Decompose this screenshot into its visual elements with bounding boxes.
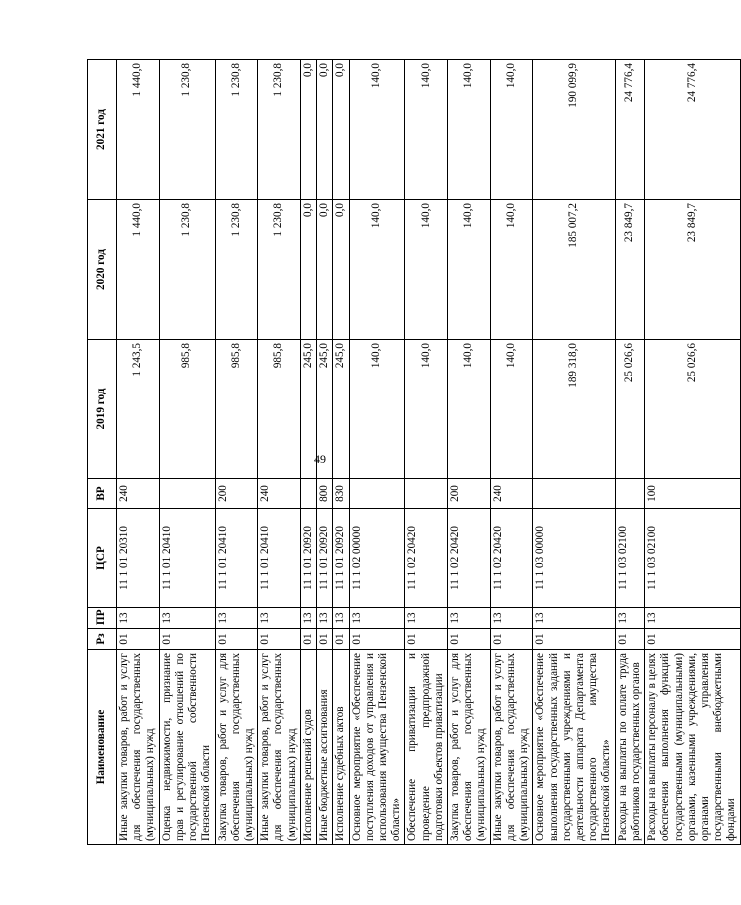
row-2020: 1 230,8 xyxy=(258,200,301,340)
row-rz: 01 xyxy=(533,629,615,650)
row-name: Обеспечение приватизации и проведение предпродажной подготовки объектов приватизации xyxy=(405,650,448,845)
row-2020: 23 849,7 xyxy=(615,200,644,340)
row-rz: 01 xyxy=(448,629,491,650)
row-name: Оценка недвижимости, признание прав и регулирование отношений по государственной собственности Пензенской области xyxy=(159,650,215,845)
table-row xyxy=(405,60,448,845)
row-2019: 245,0 xyxy=(300,340,316,479)
budget-table xyxy=(87,59,741,845)
row-2020: 140,0 xyxy=(448,200,491,340)
row-2021: 0,0 xyxy=(300,60,316,200)
row-csr: 11 1 02 00000 xyxy=(349,509,405,608)
header-2020: 2020 год xyxy=(88,200,117,340)
row-2021: 0,0 xyxy=(317,60,333,200)
row-pr: 13 xyxy=(258,608,301,629)
row-vr: 200 xyxy=(448,479,491,509)
row-2019: 1 243,5 xyxy=(117,340,160,479)
row-pr: 13 xyxy=(117,608,160,629)
row-csr: 11 1 01 20410 xyxy=(215,509,258,608)
row-vr xyxy=(159,479,215,509)
row-pr: 13 xyxy=(300,608,316,629)
row-2019: 985,8 xyxy=(159,340,215,479)
row-rz: 01 xyxy=(159,629,215,650)
row-2021: 1 230,8 xyxy=(215,60,258,200)
row-2020: 185 007,2 xyxy=(533,200,615,340)
row-2019: 140,0 xyxy=(405,340,448,479)
row-pr: 13 xyxy=(317,608,333,629)
row-2021: 1 230,8 xyxy=(258,60,301,200)
row-pr: 13 xyxy=(349,608,405,629)
row-vr: 240 xyxy=(117,479,160,509)
table-row xyxy=(645,60,741,845)
row-pr: 13 xyxy=(215,608,258,629)
row-name: Исполнение судебных актов xyxy=(333,650,349,845)
row-name: Расходы на выплаты персоналу в целях обеспечения выполнения функций государственными (муниципальными) органами, казенными учреждениями, органами управления государственными внебюджетными фондами xyxy=(645,650,741,845)
row-2021: 0,0 xyxy=(333,60,349,200)
row-vr: 830 xyxy=(333,479,349,509)
row-2021: 24 776,4 xyxy=(615,60,644,200)
row-2020: 0,0 xyxy=(317,200,333,340)
row-vr xyxy=(300,479,316,509)
row-pr: 13 xyxy=(533,608,615,629)
row-rz: 01 xyxy=(300,629,316,650)
table-row xyxy=(159,60,215,845)
row-rz: 01 xyxy=(317,629,333,650)
page-number: 49 xyxy=(314,452,326,466)
row-2020: 140,0 xyxy=(490,200,533,340)
row-2021: 140,0 xyxy=(405,60,448,200)
row-rz: 01 xyxy=(645,629,741,650)
row-name: Иные бюджетные ассигнования xyxy=(317,650,333,845)
row-2020: 140,0 xyxy=(349,200,405,340)
row-vr xyxy=(533,479,615,509)
header-vr: ВР xyxy=(88,479,117,509)
row-2019: 140,0 xyxy=(349,340,405,479)
row-rz: 01 xyxy=(615,629,644,650)
row-vr xyxy=(349,479,405,509)
row-2021: 1 440,0 xyxy=(117,60,160,200)
row-name: Расходы на выплаты по оплате труда работников государственных органов xyxy=(615,650,644,845)
row-2019: 140,0 xyxy=(448,340,491,479)
table-row xyxy=(533,60,615,845)
row-2020: 23 849,7 xyxy=(645,200,741,340)
table-body xyxy=(117,60,741,845)
table-row xyxy=(333,60,349,845)
header-rz: Рз xyxy=(88,629,117,650)
row-csr: 11 1 02 20420 xyxy=(490,509,533,608)
row-2019: 985,8 xyxy=(215,340,258,479)
row-2019: 985,8 xyxy=(258,340,301,479)
table-row xyxy=(317,60,333,845)
row-2021: 1 230,8 xyxy=(159,60,215,200)
table-row xyxy=(349,60,405,845)
row-pr: 13 xyxy=(448,608,491,629)
row-vr xyxy=(405,479,448,509)
row-vr: 100 xyxy=(645,479,741,509)
header-2021: 2021 год xyxy=(88,60,117,200)
row-csr: 11 1 01 20410 xyxy=(159,509,215,608)
row-csr: 11 1 01 20920 xyxy=(333,509,349,608)
table-row xyxy=(448,60,491,845)
table-row xyxy=(615,60,644,845)
row-2020: 1 230,8 xyxy=(215,200,258,340)
row-rz: 01 xyxy=(117,629,160,650)
table-row xyxy=(117,60,160,845)
row-2021: 24 776,4 xyxy=(645,60,741,200)
row-2020: 1 230,8 xyxy=(159,200,215,340)
row-2019: 189 318,0 xyxy=(533,340,615,479)
row-pr: 13 xyxy=(333,608,349,629)
table-row xyxy=(300,60,316,845)
header-csr: ЦСР xyxy=(88,509,117,608)
row-vr xyxy=(615,479,644,509)
header-2019: 2019 год xyxy=(88,340,117,479)
row-2020: 140,0 xyxy=(405,200,448,340)
header-name: Наименование xyxy=(88,650,117,845)
row-2019: 25 026,6 xyxy=(615,340,644,479)
row-csr: 11 1 03 00000 xyxy=(533,509,615,608)
row-pr: 13 xyxy=(405,608,448,629)
row-2021: 140,0 xyxy=(490,60,533,200)
header-row xyxy=(88,60,117,845)
row-csr: 11 1 03 02100 xyxy=(645,509,741,608)
row-pr: 13 xyxy=(645,608,741,629)
row-2021: 190 099,9 xyxy=(533,60,615,200)
row-name: Иные закупки товаров, работ и услуг для обеспечения государственных (муниципальных) нужд xyxy=(490,650,533,845)
row-name: Закупка товаров, работ и услуг для обеспечения государственных (муниципальных) нужд xyxy=(215,650,258,845)
row-vr: 240 xyxy=(258,479,301,509)
row-name: Закупка товаров, работ и услуг для обеспечения государственных (муниципальных) нужд xyxy=(448,650,491,845)
row-rz: 01 xyxy=(215,629,258,650)
row-name: Исполнение решений судов xyxy=(300,650,316,845)
row-csr: 11 1 02 20420 xyxy=(405,509,448,608)
row-csr: 11 1 02 20420 xyxy=(448,509,491,608)
row-2019: 140,0 xyxy=(490,340,533,479)
table-row xyxy=(215,60,258,845)
row-name: Иные закупки товаров, работ и услуг для обеспечения государственных (муниципальных) нужд xyxy=(117,650,160,845)
row-csr: 11 1 01 20920 xyxy=(300,509,316,608)
row-name: Иные закупки товаров, работ и услуг для обеспечения государственных (муниципальных) нужд xyxy=(258,650,301,845)
row-2020: 0,0 xyxy=(333,200,349,340)
row-vr: 800 xyxy=(317,479,333,509)
row-csr: 11 1 01 20410 xyxy=(258,509,301,608)
row-2020: 1 440,0 xyxy=(117,200,160,340)
row-rz: 01 xyxy=(258,629,301,650)
row-name: Основное мероприятие «Обеспечение выполнения государственных заданий государственными учреждениями и деятельности аппарата Департамента государственного имущества Пензенской области» xyxy=(533,650,615,845)
row-vr: 200 xyxy=(215,479,258,509)
table-row xyxy=(490,60,533,845)
row-vr: 240 xyxy=(490,479,533,509)
row-2019: 25 026,6 xyxy=(645,340,741,479)
row-2019: 245,0 xyxy=(333,340,349,479)
row-csr: 11 1 01 20920 xyxy=(317,509,333,608)
row-csr: 11 1 01 20310 xyxy=(117,509,160,608)
header-pr: ПР xyxy=(88,608,117,629)
row-rz: 01 xyxy=(490,629,533,650)
table-row xyxy=(258,60,301,845)
row-2019: 245,0 xyxy=(317,340,333,479)
rotated-table-container xyxy=(87,60,738,845)
row-csr: 11 1 03 02100 xyxy=(615,509,644,608)
row-rz: 01 xyxy=(405,629,448,650)
row-pr: 13 xyxy=(615,608,644,629)
row-rz: 01 xyxy=(333,629,349,650)
row-2020: 0,0 xyxy=(300,200,316,340)
row-2021: 140,0 xyxy=(448,60,491,200)
row-2021: 140,0 xyxy=(349,60,405,200)
row-pr: 13 xyxy=(159,608,215,629)
row-rz: 01 xyxy=(349,629,405,650)
row-name: Основное мероприятие «Обеспечение поступления доходов от управления и использования имущества Пензенской области» xyxy=(349,650,405,845)
row-pr: 13 xyxy=(490,608,533,629)
